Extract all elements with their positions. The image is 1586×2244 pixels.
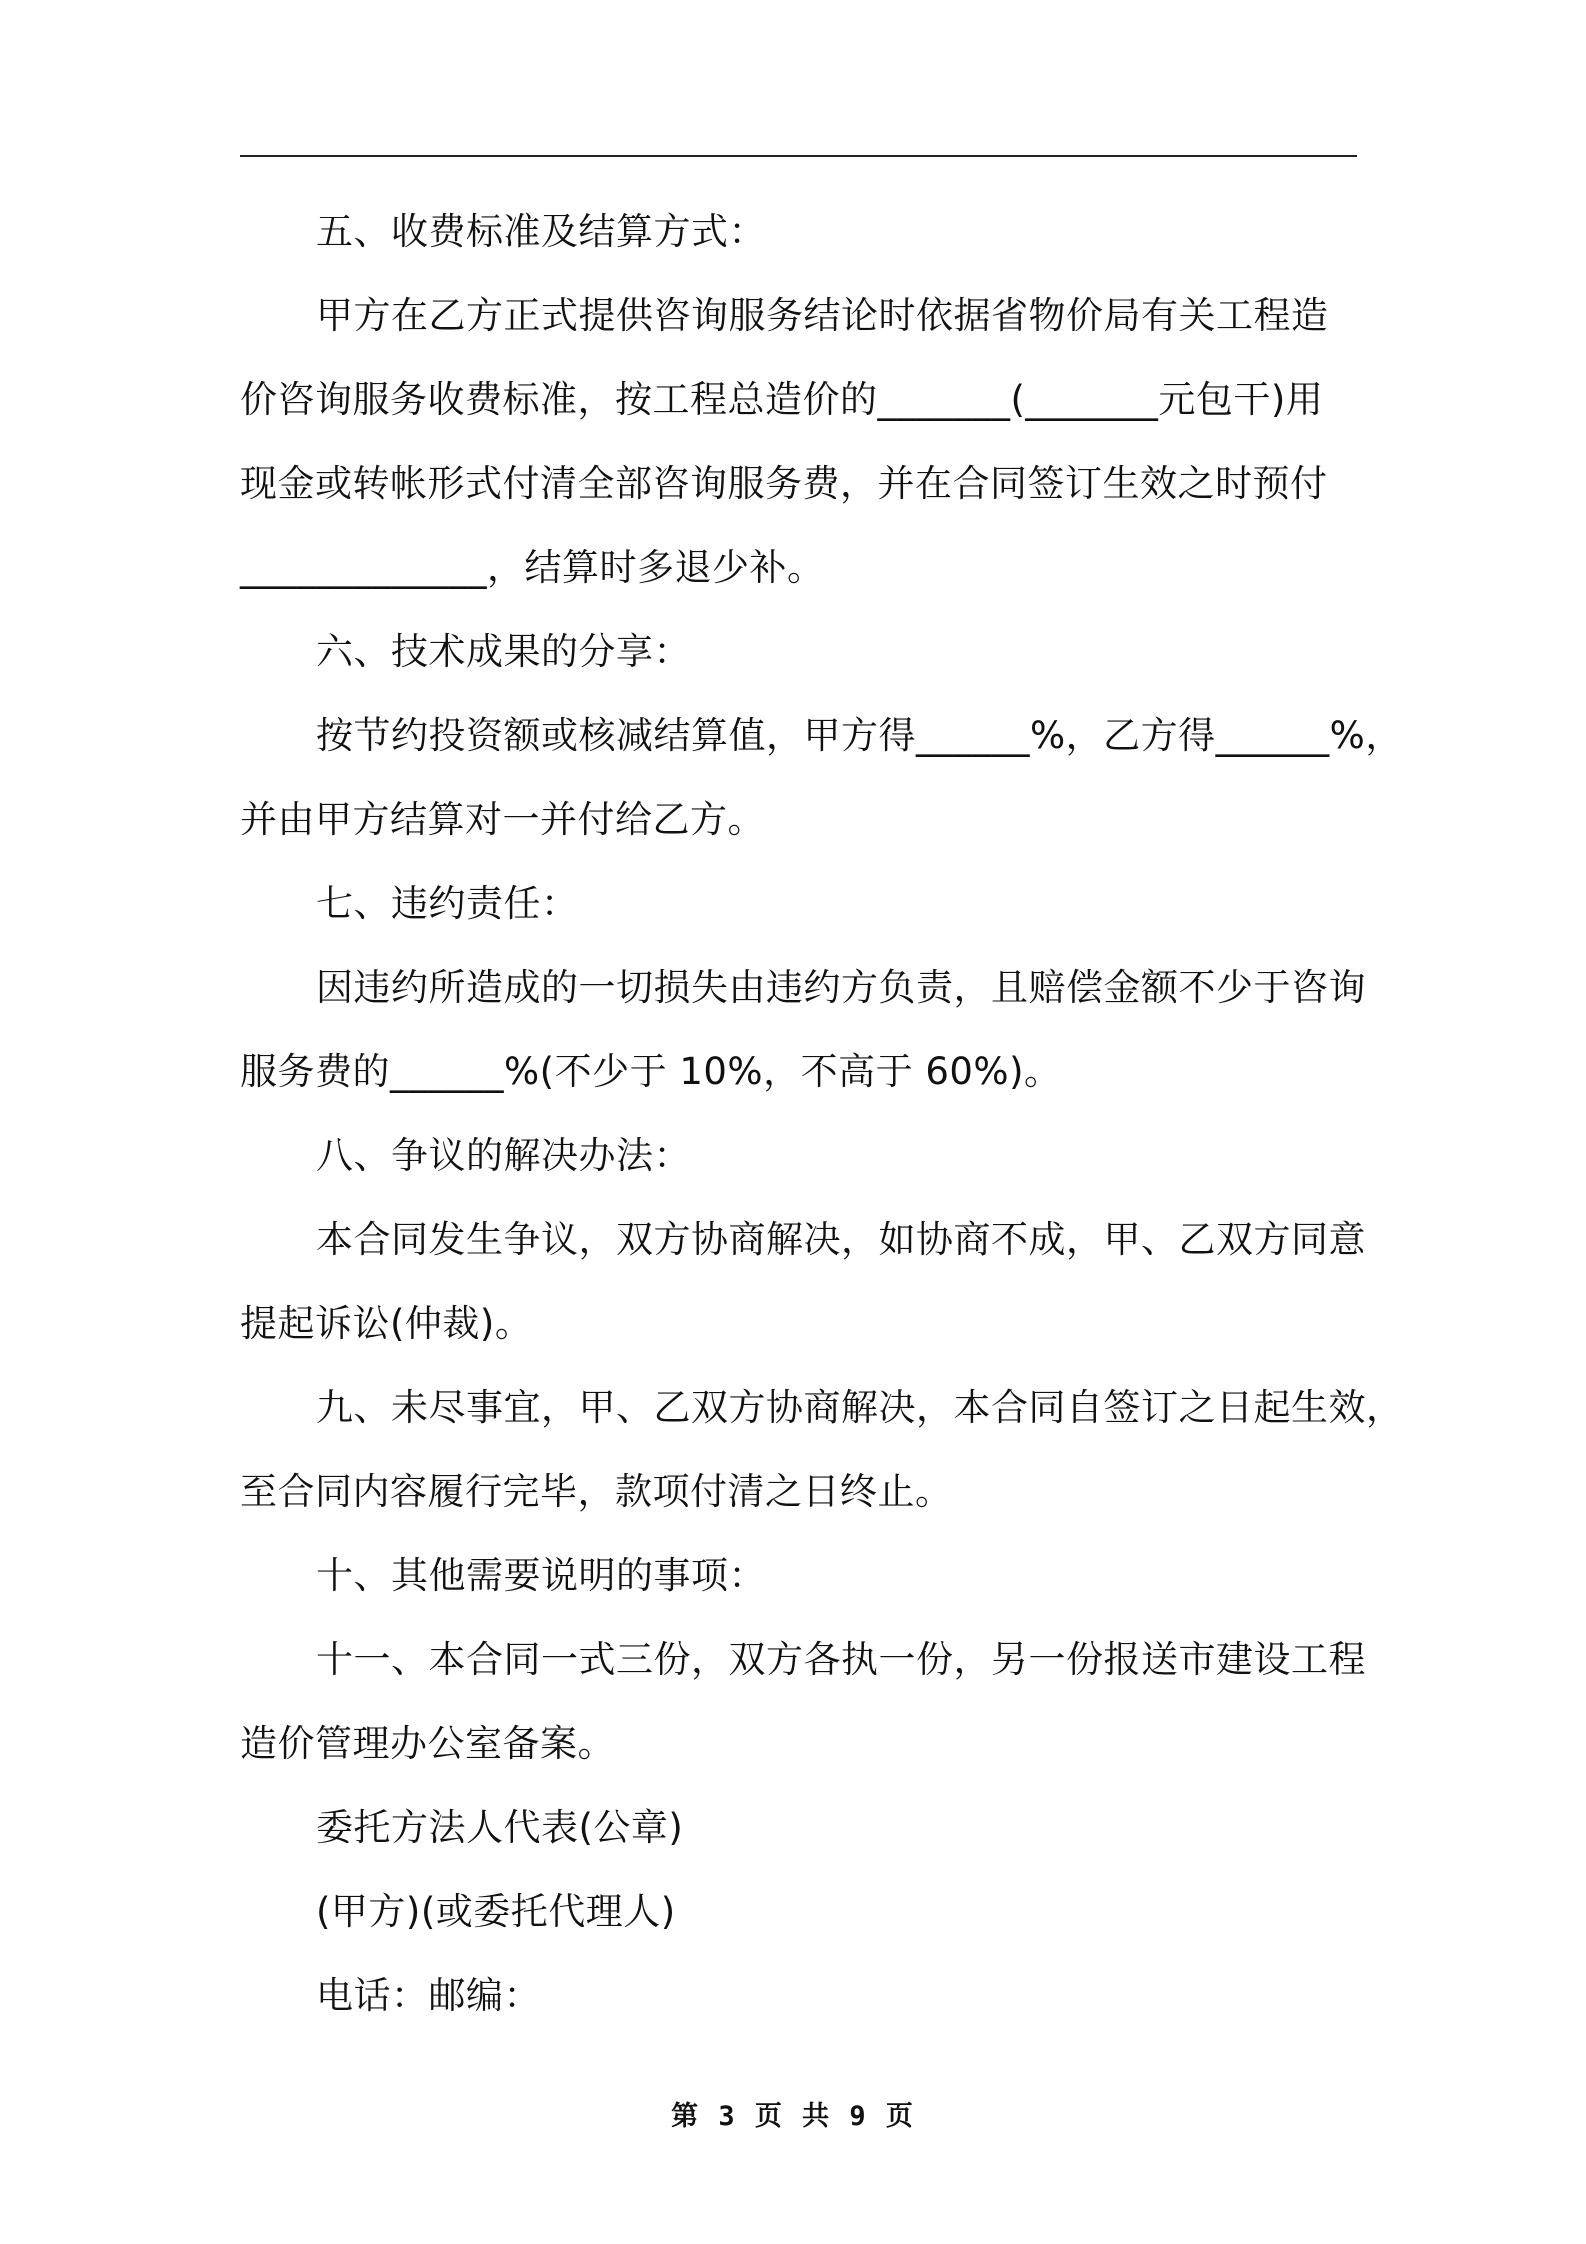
header-rule: [240, 155, 1357, 157]
section-7-paragraph-line: 因违约所造成的一切损失由违约方负责，且赔偿金额不少于咨询: [316, 966, 1366, 1009]
section-5-paragraph-line: 甲方在乙方正式提供咨询服务结论时依据省物价局有关工程造: [316, 294, 1329, 337]
contact-label: 电话：邮编：: [316, 1974, 541, 2017]
section-9-paragraph-line: 至合同内容履行完毕，款项付清之日终止。: [240, 1470, 953, 1513]
document-body: [240, 190, 1404, 2038]
signature-principal-label: 委托方法人代表(公章): [316, 1806, 684, 1849]
section-5-paragraph-line: _____________，结算时多退少补。: [240, 546, 825, 589]
section-5-paragraph-line: 现金或转帐形式付清全部咨询服务费，并在合同签订生效之时预付: [240, 462, 1328, 505]
section-6-paragraph-line: 按节约投资额或核减结算值，甲方得______%，乙方得______%，: [316, 714, 1403, 757]
section-5-heading: 五、收费标准及结算方式：: [316, 210, 766, 253]
section-8-heading: 八、争议的解决办法：: [316, 1134, 691, 1177]
section-7-heading: 七、违约责任：: [316, 882, 579, 925]
section-11-paragraph-line: 造价管理办公室备案。: [240, 1722, 615, 1765]
signature-party-label: (甲方)(或委托代理人): [316, 1890, 676, 1933]
section-6-heading: 六、技术成果的分享：: [316, 630, 691, 673]
section-8-paragraph-line: 提起诉讼(仲裁)。: [240, 1302, 533, 1345]
section-10-heading: 十、其他需要说明的事项：: [316, 1554, 766, 1597]
section-5-paragraph-line: 价咨询服务收费标准，按工程总造价的_______(_______元包干)用: [240, 378, 1324, 421]
section-6-paragraph-line: 并由甲方结算对一并付给乙方。: [240, 798, 765, 841]
page-number: 第 3 页 共 9 页: [671, 2101, 915, 2132]
section-11-paragraph-line: 十一、本合同一式三份，双方各执一份，另一份报送市建设工程: [316, 1638, 1366, 1681]
section-8-paragraph-line: 本合同发生争议，双方协商解决，如协商不成，甲、乙双方同意: [316, 1218, 1366, 1261]
section-7-paragraph-line: 服务费的______%(不少于 10%，不高于 60%)。: [240, 1050, 1062, 1093]
section-9-paragraph-line: 九、未尽事宜，甲、乙双方协商解决，本合同自签订之日起生效，: [316, 1386, 1404, 1429]
